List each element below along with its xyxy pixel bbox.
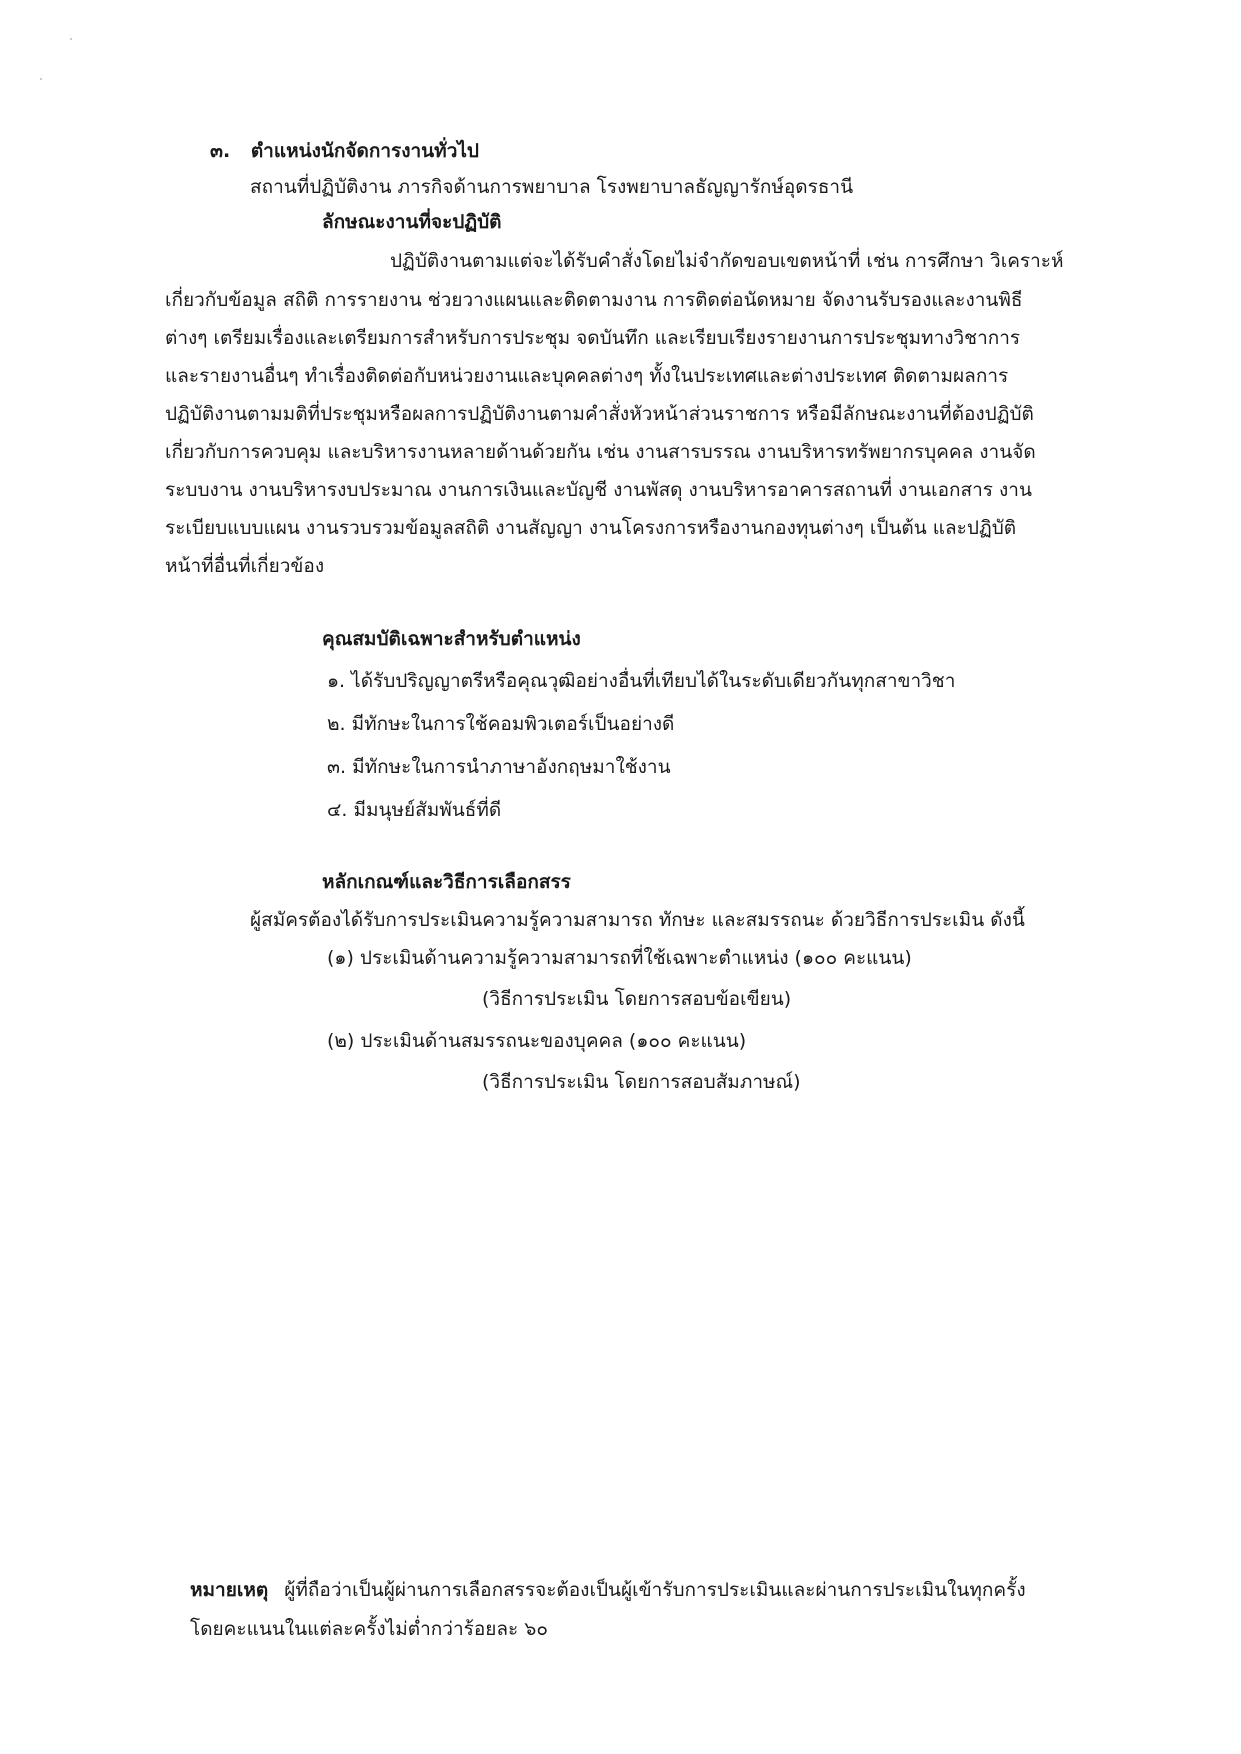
duties-line: ระบบงาน งานบริหารงบประมาณ งานการเงินและบัญชี งานพัสดุ งานบริหารอาคารสถานที่ งานเอกสาร งาน: [165, 479, 1032, 501]
qualification-item: ๔. มีมนุษย์สัมพันธ์ที่ดี: [327, 799, 502, 821]
qualifications-heading: คุณสมบัติเฉพาะสำหรับตำแหน่ง: [322, 628, 581, 650]
selection-method: (วิธีการประเมิน โดยการสอบสัมภาษณ์): [482, 1071, 801, 1093]
section-heading: [210, 137, 479, 165]
workplace-line: สถานที่ปฏิบัติงาน ภารกิจด้านการพยาบาล โรงพยาบาลธัญญารักษ์อุดรธานี: [250, 176, 854, 198]
duties-line: ปฏิบัติงานตามแต่จะได้รับคำสั่งโดยไม่จำกัดขอบเขตหน้าที่ เช่น การศึกษา วิเคราะห์: [390, 250, 1064, 272]
qualification-item: ๒. มีทักษะในการใช้คอมพิวเตอร์เป็นอย่างดี: [327, 713, 675, 735]
qualification-item: ๓. มีทักษะในการนำภาษาอังกฤษมาใช้งาน: [327, 756, 671, 778]
note-line-2: โดยคะแนนในแต่ละครั้งไม่ต่ำกว่าร้อยละ ๖๐: [190, 1618, 548, 1640]
scan-speck: [40, 78, 42, 80]
duties-line: ปฏิบัติงานตามมติที่ประชุมหรือผลการปฏิบัติงานตามคำสั่งหัวหน้าส่วนราชการ หรือมีลักษณะงานที่ต้องปฏิบัติ: [165, 403, 1034, 425]
note-text: ผู้ที่ถือว่าเป็นผู้ผ่านการเลือกสรรจะต้องเป็นผู้เข้ารับการประเมินและผ่านการประเมินในทุกครั้ง: [284, 1579, 1026, 1601]
section-title: ตำแหน่งนักจัดการงานทั่วไป: [250, 140, 479, 162]
selection-heading: หลักเกณฑ์และวิธีการเลือกสรร: [322, 871, 571, 893]
note-line: [190, 1576, 1026, 1604]
duties-line: เกี่ยวกับข้อมูล สถิติ การรายงาน ช่วยวางแผนและติดตามงาน การติดต่อนัดหมาย จัดงานรับรองและงานพิธี: [165, 289, 1023, 311]
scan-speck: [70, 38, 72, 40]
duties-line: หน้าที่อื่นที่เกี่ยวข้อง: [165, 555, 325, 577]
selection-intro: ผู้สมัครต้องได้รับการประเมินความรู้ความสามารถ ทักษะ และสมรรถนะ ด้วยวิธีการประเมิน ดังนี้: [250, 909, 1025, 931]
duties-line: ระเบียบแบบแผน งานรวบรวมข้อมูลสถิติ งานสัญญา งานโครงการหรืองานกองทุนต่างๆ เป็นต้น และปฏิบัติ: [165, 517, 1017, 539]
section-number: ๓.: [210, 140, 231, 162]
qualification-item: ๑. ได้รับปริญญาตรีหรือคุณวุฒิอย่างอื่นที่เทียบได้ในระดับเดียวกันทุกสาขาวิชา: [327, 670, 956, 692]
note-label: หมายเหตุ: [190, 1579, 269, 1601]
selection-method: (วิธีการประเมิน โดยการสอบข้อเขียน): [482, 988, 792, 1010]
selection-item: (๒) ประเมินด้านสมรรถนะของบุคคล (๑๐๐ คะแนน): [327, 1030, 747, 1052]
duties-line: และรายงานอื่นๆ ทำเรื่องติดต่อกับหน่วยงานและบุคคลต่างๆ ทั้งในประเทศและต่างประเทศ ติดตามผลการ: [165, 365, 1009, 387]
selection-item: (๑) ประเมินด้านความรู้ความสามารถที่ใช้เฉพาะตำแหน่ง (๑๐๐ คะแนน): [327, 947, 912, 969]
duties-line: เกี่ยวกับการควบคุม และบริหารงานหลายด้านด้วยกัน เช่น งานสารบรรณ งานบริหารทรัพยากรบุคคล งานจัด: [165, 441, 1036, 463]
duties-heading: ลักษณะงานที่จะปฏิบัติ: [322, 211, 502, 233]
duties-line: ต่างๆ เตรียมเรื่องและเตรียมการสำหรับการประชุม จดบันทึก และเรียบเรียงรายงานการประชุมทางวิชาการ: [165, 327, 1021, 349]
